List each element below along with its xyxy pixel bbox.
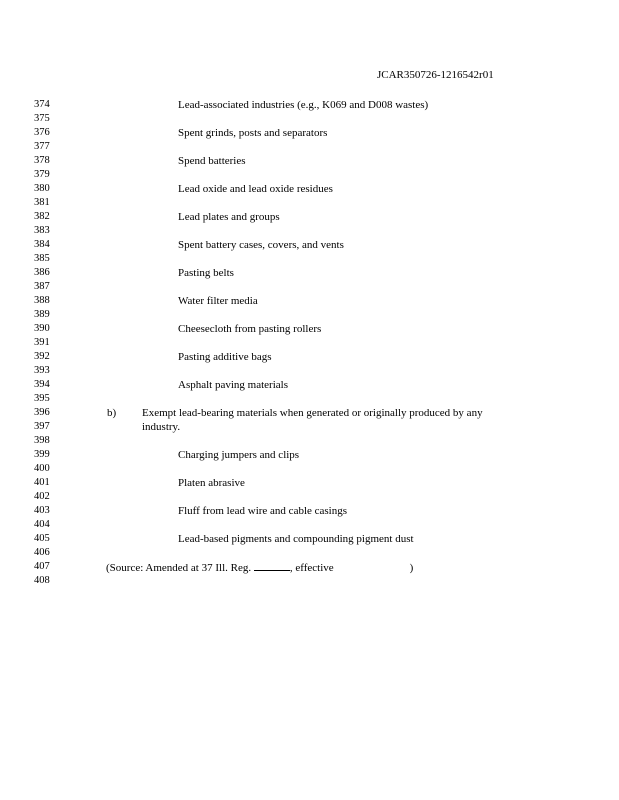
document-line xyxy=(0,434,619,448)
list-item-text: Pasting belts xyxy=(178,267,234,279)
line-number: 401 xyxy=(34,477,50,488)
line-number: 403 xyxy=(34,505,50,516)
document-body xyxy=(0,98,619,588)
list-item-text: Charging jumpers and clips xyxy=(178,449,300,461)
document-line xyxy=(0,140,619,154)
source-middle: , effective xyxy=(289,562,334,574)
line-number: 396 xyxy=(34,407,50,418)
line-number: 385 xyxy=(34,253,50,264)
line-number: 398 xyxy=(34,435,50,446)
line-number: 389 xyxy=(34,309,50,320)
document-line xyxy=(0,294,619,308)
line-number: 375 xyxy=(34,113,50,124)
document-line xyxy=(0,154,619,168)
list-item-text: Lead-based pigments and compounding pigment dust xyxy=(178,533,414,545)
document-line xyxy=(0,126,619,140)
line-number: 408 xyxy=(34,575,50,586)
line-number: 402 xyxy=(34,491,50,502)
document-line xyxy=(0,322,619,336)
line-number: 381 xyxy=(34,197,50,208)
document-line xyxy=(0,378,619,392)
list-marker: b) xyxy=(107,407,117,419)
document-line xyxy=(0,504,619,518)
line-number: 399 xyxy=(34,449,50,460)
list-item-text: Lead-associated industries (e.g., K069 and D008 wastes) xyxy=(178,99,429,111)
document-line xyxy=(0,476,619,490)
document-line xyxy=(0,168,619,182)
line-number: 387 xyxy=(34,281,50,292)
line-number: 384 xyxy=(34,239,50,250)
document-line xyxy=(0,560,619,574)
document-line xyxy=(0,350,619,364)
document-line xyxy=(0,518,619,532)
document-line xyxy=(0,546,619,560)
line-number: 397 xyxy=(34,421,50,432)
line-number: 376 xyxy=(34,127,50,138)
line-number: 388 xyxy=(34,295,50,306)
source-prefix: (Source: Amended at 37 Ill. Reg. xyxy=(106,562,254,574)
list-item-text: Platen abrasive xyxy=(178,477,245,489)
list-item-text: Pasting additive bags xyxy=(178,351,272,363)
source-suffix: ) xyxy=(409,562,414,574)
document-line xyxy=(0,490,619,504)
document-line xyxy=(0,392,619,406)
line-number: 379 xyxy=(34,169,50,180)
line-number: 406 xyxy=(34,547,50,558)
list-item-text: Water filter media xyxy=(178,295,258,307)
document-line xyxy=(0,308,619,322)
line-number: 404 xyxy=(34,519,50,530)
document-line xyxy=(0,448,619,462)
document-line xyxy=(0,364,619,378)
line-number: 393 xyxy=(34,365,50,376)
document-line xyxy=(0,532,619,546)
line-number: 392 xyxy=(34,351,50,362)
list-item-text: Cheesecloth from pasting rollers xyxy=(178,323,322,335)
document-line xyxy=(0,238,619,252)
list-item-text: Asphalt paving materials xyxy=(178,379,288,391)
list-item-text: Spent battery cases, covers, and vents xyxy=(178,239,344,251)
document-line xyxy=(0,112,619,126)
document-line xyxy=(0,406,619,420)
list-item-text: Spend batteries xyxy=(178,155,246,167)
line-number: 394 xyxy=(34,379,50,390)
line-number: 386 xyxy=(34,267,50,278)
subsection-text: Exempt lead-bearing materials when generated or originally produced by any xyxy=(142,407,483,419)
line-number: 390 xyxy=(34,323,50,334)
document-line xyxy=(0,574,619,588)
document-line xyxy=(0,196,619,210)
document-line xyxy=(0,462,619,476)
document-line xyxy=(0,420,619,434)
register-blank xyxy=(254,560,290,571)
line-number: 374 xyxy=(34,99,50,110)
line-number: 395 xyxy=(34,393,50,404)
line-number: 378 xyxy=(34,155,50,166)
line-number: 380 xyxy=(34,183,50,194)
document-line xyxy=(0,252,619,266)
line-number: 405 xyxy=(34,533,50,544)
document-line xyxy=(0,266,619,280)
list-item-text: Fluff from lead wire and cable casings xyxy=(178,505,348,517)
line-number: 377 xyxy=(34,141,50,152)
line-number: 400 xyxy=(34,463,50,474)
document-line xyxy=(0,182,619,196)
document-line xyxy=(0,336,619,350)
document-line xyxy=(0,98,619,112)
line-number: 407 xyxy=(34,561,50,572)
line-number: 391 xyxy=(34,337,50,348)
document-line xyxy=(0,280,619,294)
document-line xyxy=(0,224,619,238)
line-number: 383 xyxy=(34,225,50,236)
list-item-text: Lead plates and groups xyxy=(178,211,280,223)
line-number: 382 xyxy=(34,211,50,222)
list-item-text: Spent grinds, posts and separators xyxy=(178,127,328,139)
subsection-text: industry. xyxy=(142,421,181,433)
source-note xyxy=(106,560,413,575)
list-item-text: Lead oxide and lead oxide residues xyxy=(178,183,333,195)
document-id-header: JCAR350726-1216542r01 xyxy=(377,69,494,81)
document-line xyxy=(0,210,619,224)
